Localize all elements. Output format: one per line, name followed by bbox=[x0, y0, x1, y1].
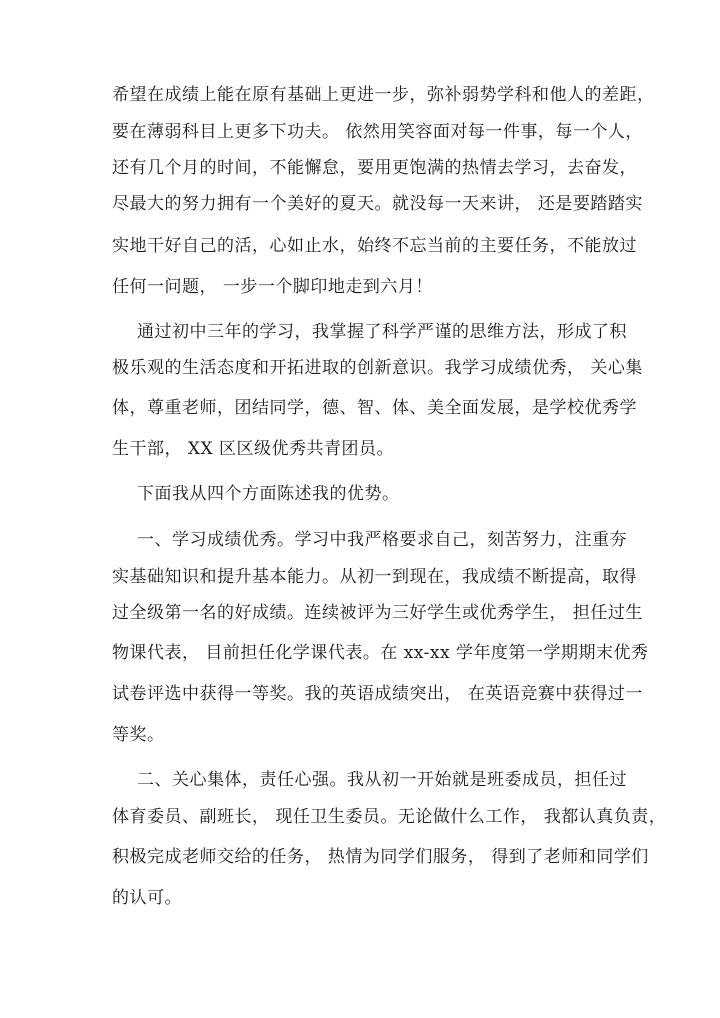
paragraph-2-line-3: 体，尊重老师，团结同学，德、智、体、美全面发展，是学校优秀学 bbox=[112, 398, 637, 418]
paragraph-4-line-1: 一、学习成绩优秀。学习中我严格要求自己，刻苦努力，注重夯 bbox=[137, 530, 627, 550]
paragraph-5-line-3: 积极完成老师交给的任务， 热情为同学们服务， 得到了老师和同学们 bbox=[112, 847, 649, 867]
paragraph-1-line-6: 任何一问题， 一步一个脚印地走到六月！ bbox=[112, 277, 433, 297]
paragraph-4-line-6: 等奖。 bbox=[112, 725, 165, 745]
paragraph-4-line-3: 过全级第一名的好成绩。连续被评为三好学生或优秀学生， 担任过生 bbox=[112, 603, 643, 623]
paragraph-4-line-4: 物课代表， 目前担任化学课代表。在 xx-xx 学年度第一学期期末优秀 bbox=[112, 643, 649, 663]
paragraph-1-line-3: 还有几个月的时间，不能懈怠，要用更饱满的热情去学习，去奋发， bbox=[112, 158, 637, 178]
paragraph-4-line-5: 试卷评选中获得一等奖。我的英语成绩突出， 在英语竞赛中获得过一 bbox=[112, 684, 643, 704]
paragraph-5-line-1: 二、关心集体，责任心强。我从初一开始就是班委成员，担任过 bbox=[137, 770, 627, 790]
paragraph-5-line-4: 的认可。 bbox=[112, 888, 182, 908]
paragraph-2-line-1: 通过初中三年的学习，我掌握了科学严谨的思维方法，形成了积 bbox=[137, 322, 627, 342]
paragraph-1-line-1: 希望在成绩上能在原有基础上更进一步，弥补弱势学科和他人的差距， bbox=[112, 85, 655, 105]
paragraph-1-line-5: 实地干好自己的活，心如止水，始终不忘当前的主要任务，不能放过 bbox=[112, 236, 637, 256]
paragraph-4-line-2: 实基础知识和提升基本能力。从初一到现在，我成绩不断提高，取得 bbox=[112, 567, 637, 587]
paragraph-1-line-2: 要在薄弱科目上更多下功夫。 依然用笑容面对每一件事，每一个人， bbox=[112, 122, 643, 142]
paragraph-2-line-4: 生干部， XX 区区级优秀共青团员。 bbox=[112, 439, 395, 459]
paragraph-2-line-2: 极乐观的生活态度和开拓进取的创新意识。我学习成绩优秀， 关心集 bbox=[112, 358, 643, 378]
paragraph-1-line-4: 尽最大的努力拥有一个美好的夏天。就没每一天来讲， 还是要踏踏实 bbox=[112, 194, 643, 214]
paragraph-3-line-1: 下面我从四个方面陈述我的优势。 bbox=[137, 484, 400, 504]
paragraph-5-line-2: 体育委员、副班长， 现任卫生委员。无论做什么工作， 我都认真负责， bbox=[112, 807, 667, 827]
